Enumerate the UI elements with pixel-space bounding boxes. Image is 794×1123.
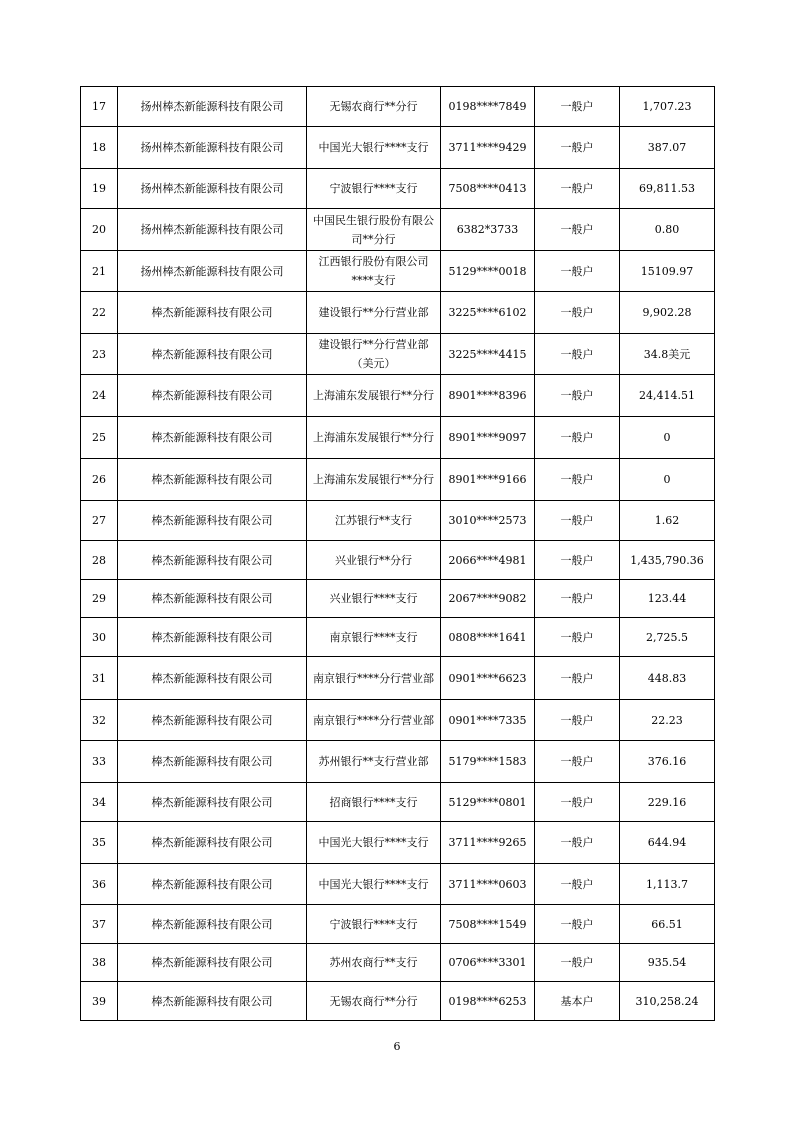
balance-cell: 935.54: [620, 944, 715, 982]
bank-cell: 无锡农商行**分行: [307, 87, 441, 127]
row-number-cell: 38: [81, 944, 118, 982]
row-number-cell: 34: [81, 783, 118, 822]
bank-cell: 中国光大银行****支行: [307, 822, 441, 864]
balance-cell: 1,435,790.36: [620, 541, 715, 580]
company-cell: 棒杰新能源科技有限公司: [118, 501, 307, 541]
bank-cell: 无锡农商行**分行: [307, 982, 441, 1021]
balance-cell: 22.23: [620, 700, 715, 741]
table-row: [81, 700, 715, 741]
company-cell: 棒杰新能源科技有限公司: [118, 944, 307, 982]
account-type-cell: 一般户: [535, 127, 620, 169]
table-row: [81, 87, 715, 127]
bank-cell: 兴业银行****支行: [307, 580, 441, 618]
table-row: [81, 822, 715, 864]
row-number-cell: 35: [81, 822, 118, 864]
table-row: [81, 334, 715, 375]
account-cell: 0198****6253: [441, 982, 535, 1021]
account-cell: 2067****9082: [441, 580, 535, 618]
account-cell: 3711****9265: [441, 822, 535, 864]
company-cell: 棒杰新能源科技有限公司: [118, 541, 307, 580]
account-cell: 8901****8396: [441, 375, 535, 417]
account-type-cell: 基本户: [535, 982, 620, 1021]
company-cell: 棒杰新能源科技有限公司: [118, 864, 307, 905]
table-row: [81, 209, 715, 251]
company-cell: 扬州棒杰新能源科技有限公司: [118, 87, 307, 127]
company-cell: 棒杰新能源科技有限公司: [118, 657, 307, 700]
row-number-cell: 33: [81, 741, 118, 783]
table-row: [81, 459, 715, 501]
account-cell: 5129****0018: [441, 251, 535, 292]
company-cell: 棒杰新能源科技有限公司: [118, 334, 307, 375]
company-cell: 扬州棒杰新能源科技有限公司: [118, 209, 307, 251]
row-number-cell: 30: [81, 618, 118, 657]
table-row: [81, 657, 715, 700]
bank-cell: 上海浦东发展银行**分行: [307, 459, 441, 501]
account-cell: 5179****1583: [441, 741, 535, 783]
table-row: [81, 783, 715, 822]
account-cell: 8901****9166: [441, 459, 535, 501]
table-row: [81, 127, 715, 169]
account-cell: 8901****9097: [441, 417, 535, 459]
account-type-cell: 一般户: [535, 501, 620, 541]
bank-cell: 南京银行****支行: [307, 618, 441, 657]
row-number-cell: 20: [81, 209, 118, 251]
bank-cell: 苏州农商行**支行: [307, 944, 441, 982]
account-cell: 0706****3301: [441, 944, 535, 982]
bank-cell: 江西银行股份有限公司****支行: [307, 251, 441, 292]
table-row: [81, 251, 715, 292]
account-type-cell: 一般户: [535, 741, 620, 783]
account-type-cell: 一般户: [535, 87, 620, 127]
account-type-cell: 一般户: [535, 657, 620, 700]
balance-cell: 15109.97: [620, 251, 715, 292]
account-type-cell: 一般户: [535, 580, 620, 618]
bank-cell: 上海浦东发展银行**分行: [307, 375, 441, 417]
account-cell: 3711****0603: [441, 864, 535, 905]
bank-cell: 招商银行****支行: [307, 783, 441, 822]
bank-cell: 宁波银行****支行: [307, 905, 441, 944]
bank-cell: 苏州银行**支行营业部: [307, 741, 441, 783]
account-cell: 7508****1549: [441, 905, 535, 944]
table-row: [81, 741, 715, 783]
bank-cell: 上海浦东发展银行**分行: [307, 417, 441, 459]
balance-cell: 1,113.7: [620, 864, 715, 905]
account-cell: 5129****0801: [441, 783, 535, 822]
account-type-cell: 一般户: [535, 700, 620, 741]
bank-accounts-table: [80, 86, 715, 1021]
account-type-cell: 一般户: [535, 944, 620, 982]
account-type-cell: 一般户: [535, 169, 620, 209]
table-body: [81, 87, 715, 1021]
company-cell: 扬州棒杰新能源科技有限公司: [118, 169, 307, 209]
company-cell: 棒杰新能源科技有限公司: [118, 741, 307, 783]
table-row: [81, 501, 715, 541]
account-type-cell: 一般户: [535, 864, 620, 905]
table-row: [81, 375, 715, 417]
balance-cell: 0: [620, 417, 715, 459]
row-number-cell: 18: [81, 127, 118, 169]
company-cell: 棒杰新能源科技有限公司: [118, 580, 307, 618]
row-number-cell: 22: [81, 292, 118, 334]
balance-cell: 0: [620, 459, 715, 501]
table-row: [81, 580, 715, 618]
balance-cell: 1.62: [620, 501, 715, 541]
account-type-cell: 一般户: [535, 459, 620, 501]
bank-cell: 建设银行**分行营业部（美元）: [307, 334, 441, 375]
row-number-cell: 26: [81, 459, 118, 501]
account-cell: 2066****4981: [441, 541, 535, 580]
company-cell: 棒杰新能源科技有限公司: [118, 459, 307, 501]
account-cell: 6382*3733: [441, 209, 535, 251]
company-cell: 棒杰新能源科技有限公司: [118, 375, 307, 417]
row-number-cell: 23: [81, 334, 118, 375]
account-cell: 7508****0413: [441, 169, 535, 209]
table-row: [81, 944, 715, 982]
account-type-cell: 一般户: [535, 209, 620, 251]
balance-cell: 9,902.28: [620, 292, 715, 334]
company-cell: 棒杰新能源科技有限公司: [118, 700, 307, 741]
page-number: 6: [393, 1040, 401, 1053]
company-cell: 棒杰新能源科技有限公司: [118, 905, 307, 944]
account-cell: 3010****2573: [441, 501, 535, 541]
account-type-cell: 一般户: [535, 292, 620, 334]
row-number-cell: 37: [81, 905, 118, 944]
balance-cell: 69,811.53: [620, 169, 715, 209]
row-number-cell: 17: [81, 87, 118, 127]
row-number-cell: 29: [81, 580, 118, 618]
bank-cell: 中国光大银行****支行: [307, 127, 441, 169]
row-number-cell: 24: [81, 375, 118, 417]
balance-cell: 310,258.24: [620, 982, 715, 1021]
account-type-cell: 一般户: [535, 618, 620, 657]
table-row: [81, 618, 715, 657]
bank-cell: 中国民生银行股份有限公司**分行: [307, 209, 441, 251]
company-cell: 棒杰新能源科技有限公司: [118, 783, 307, 822]
account-cell: 3711****9429: [441, 127, 535, 169]
company-cell: 扬州棒杰新能源科技有限公司: [118, 251, 307, 292]
account-type-cell: 一般户: [535, 251, 620, 292]
balance-cell: 34.8美元: [620, 334, 715, 375]
table-row: [81, 292, 715, 334]
row-number-cell: 32: [81, 700, 118, 741]
account-type-cell: 一般户: [535, 783, 620, 822]
table-row: [81, 541, 715, 580]
company-cell: 棒杰新能源科技有限公司: [118, 982, 307, 1021]
company-cell: 棒杰新能源科技有限公司: [118, 417, 307, 459]
account-cell: 0901****7335: [441, 700, 535, 741]
bank-cell: 南京银行****分行营业部: [307, 657, 441, 700]
company-cell: 扬州棒杰新能源科技有限公司: [118, 127, 307, 169]
row-number-cell: 25: [81, 417, 118, 459]
row-number-cell: 39: [81, 982, 118, 1021]
row-number-cell: 19: [81, 169, 118, 209]
balance-cell: 66.51: [620, 905, 715, 944]
account-cell: 0198****7849: [441, 87, 535, 127]
account-type-cell: 一般户: [535, 822, 620, 864]
row-number-cell: 28: [81, 541, 118, 580]
account-cell: 3225****4415: [441, 334, 535, 375]
balance-cell: 644.94: [620, 822, 715, 864]
balance-cell: 0.80: [620, 209, 715, 251]
row-number-cell: 21: [81, 251, 118, 292]
balance-cell: 2,725.5: [620, 618, 715, 657]
company-cell: 棒杰新能源科技有限公司: [118, 292, 307, 334]
account-type-cell: 一般户: [535, 417, 620, 459]
account-cell: 3225****6102: [441, 292, 535, 334]
table-row: [81, 905, 715, 944]
balance-cell: 376.16: [620, 741, 715, 783]
row-number-cell: 27: [81, 501, 118, 541]
balance-cell: 448.83: [620, 657, 715, 700]
account-type-cell: 一般户: [535, 541, 620, 580]
table-row: [81, 417, 715, 459]
bank-cell: 中国光大银行****支行: [307, 864, 441, 905]
account-type-cell: 一般户: [535, 905, 620, 944]
balance-cell: 387.07: [620, 127, 715, 169]
balance-cell: 123.44: [620, 580, 715, 618]
account-cell: 0901****6623: [441, 657, 535, 700]
balance-cell: 1,707.23: [620, 87, 715, 127]
balance-cell: 229.16: [620, 783, 715, 822]
bank-cell: 宁波银行****支行: [307, 169, 441, 209]
table-row: [81, 169, 715, 209]
balance-cell: 24,414.51: [620, 375, 715, 417]
bank-cell: 建设银行**分行营业部: [307, 292, 441, 334]
account-type-cell: 一般户: [535, 334, 620, 375]
company-cell: 棒杰新能源科技有限公司: [118, 618, 307, 657]
table-row: [81, 982, 715, 1021]
table-row: [81, 864, 715, 905]
row-number-cell: 36: [81, 864, 118, 905]
account-cell: 0808****1641: [441, 618, 535, 657]
row-number-cell: 31: [81, 657, 118, 700]
company-cell: 棒杰新能源科技有限公司: [118, 822, 307, 864]
account-type-cell: 一般户: [535, 375, 620, 417]
bank-cell: 兴业银行**分行: [307, 541, 441, 580]
bank-cell: 南京银行****分行营业部: [307, 700, 441, 741]
bank-cell: 江苏银行**支行: [307, 501, 441, 541]
